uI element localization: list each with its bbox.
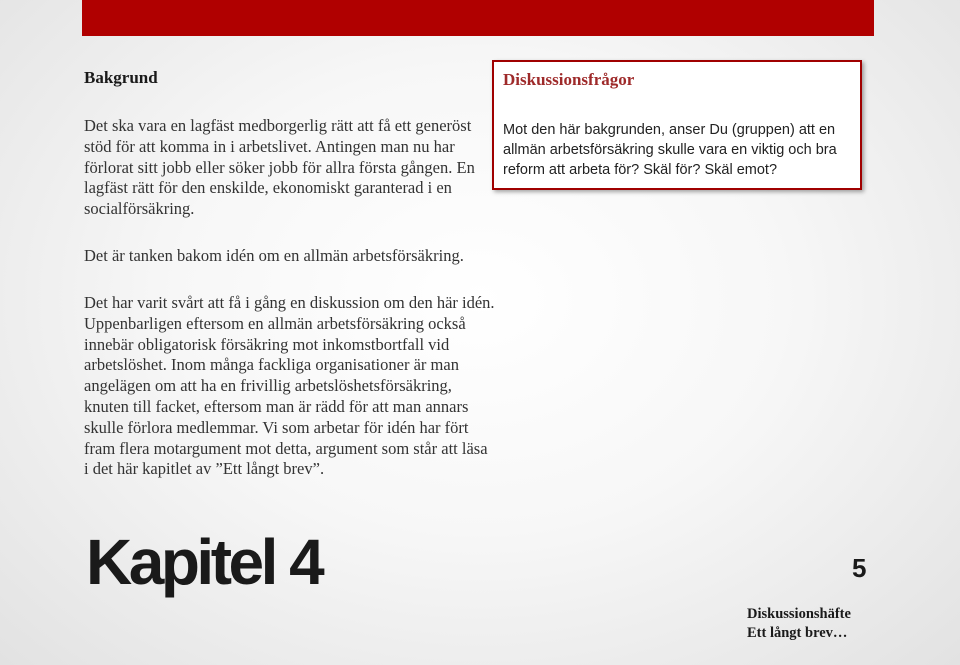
- footer-publication-title: Ett långt brev…: [747, 625, 848, 641]
- background-paragraph-3: Det har varit svårt att få i gång en diskussion om den här idén. Uppenbarligen eftersom en allmän arbetsförsäkring också innebär obligatorisk försäkring mot inkomstbortfall vid arbetslöshet. Inom många fackliga organisationer är man angelägen om att ha en frivillig arbetslöshetsförsäkring, knuten till facket, eftersom man är rädd för att man annars skulle förlora medlemmar. Vi som arbetar för idén har fört fram flera motargument mot detta, argument som står att läsa i det här kapitlet av ”Ett långt brev”.: [84, 293, 495, 479]
- footer-publication-type: Diskussionshäfte: [747, 606, 851, 622]
- discussion-question-text: Mot den här bakgrunden, anser Du (gruppen) att en allmän arbetsförsäkring skulle vara en viktig och bra reform att arbeta för? Skäl för? Skäl emot?: [503, 122, 837, 178]
- discussion-questions-title: Diskussionsfrågor: [503, 70, 635, 89]
- page-number: 5: [852, 553, 867, 583]
- chapter-title: Kapitel 4: [86, 526, 322, 598]
- section-heading-bakgrund: Bakgrund: [84, 68, 158, 87]
- header-accent-bar: [82, 0, 874, 36]
- background-paragraph-1: Det ska vara en lagfäst medborgerlig rätt att få ett generöst stöd för att komma in i arbetslivet. Antingen man nu har förlorat sitt jobb eller söker jobb för allra första gången. En lagfäst rätt för den enskilde, ekonomiskt garanterad i en socialförsäkring.: [84, 116, 475, 219]
- background-paragraph-2: Det är tanken bakom idén om en allmän arbetsförsäkring.: [84, 246, 464, 265]
- discussion-questions-box: [492, 60, 862, 190]
